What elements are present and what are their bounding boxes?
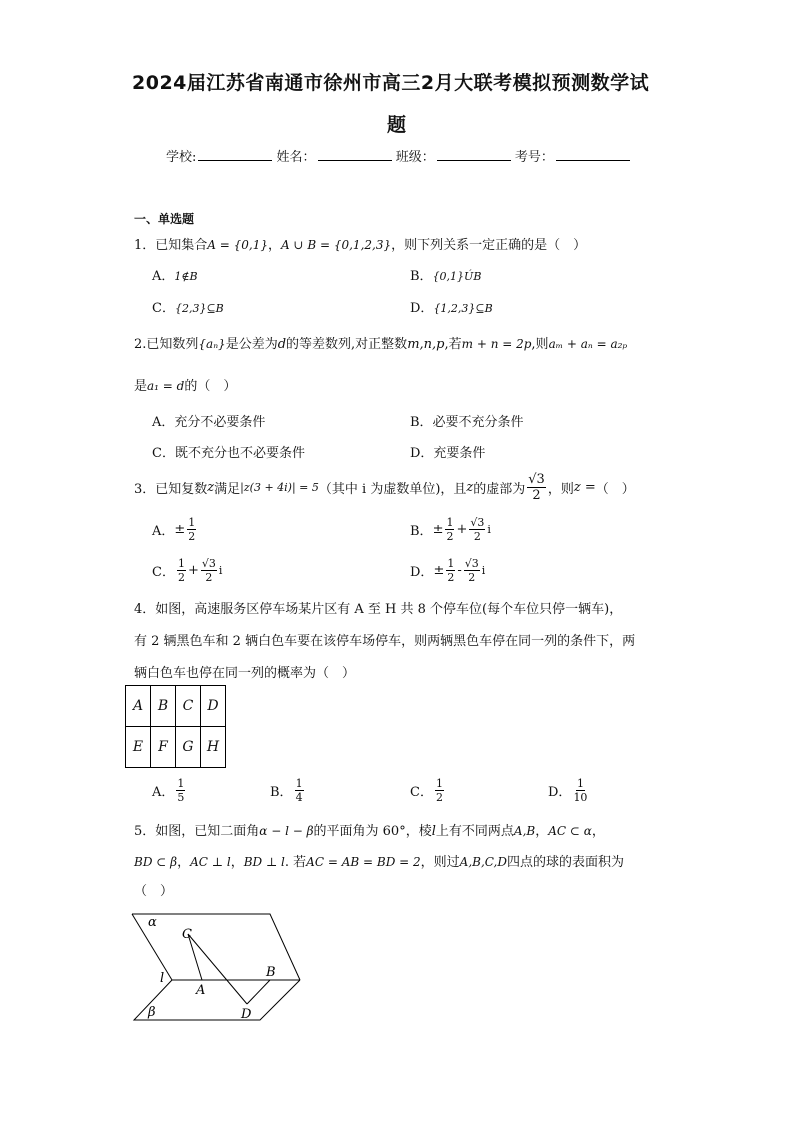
grid-row	[126, 686, 226, 727]
q3-text: （ ）	[595, 481, 635, 497]
frac-den: 2	[188, 529, 196, 543]
q5-text: 四点的球的表面积为	[506, 855, 624, 870]
grid-cell: C	[176, 686, 201, 727]
pm: ±	[433, 562, 445, 578]
q2-option-a[interactable]: A．充分不必要条件	[152, 415, 266, 430]
q2-option-b[interactable]: B．必要不充分条件	[410, 415, 524, 430]
imag-unit: i	[481, 563, 486, 577]
q2-concl: aₘ + aₙ = a₂ₚ	[548, 337, 628, 351]
frac-den: 4	[295, 790, 303, 804]
class-blank	[437, 148, 511, 161]
frac-den: 2	[446, 529, 454, 543]
frac-num: 1	[447, 556, 455, 570]
q4-option-a[interactable]	[152, 772, 187, 808]
option-label: C．	[152, 564, 175, 580]
q2-text: 2.已知数列	[134, 337, 199, 352]
q1-set-a: A = {0,1}	[207, 238, 268, 252]
frac	[469, 517, 485, 542]
option-label: C．	[152, 301, 175, 316]
q5-ac-perp: AC ⊥ l	[190, 855, 231, 869]
frac-num: √3	[464, 556, 479, 570]
q3-cond: |z(3 + 4i)| = 5	[240, 480, 319, 494]
frac-den: 2	[468, 570, 476, 584]
q3-text: （其中 i 为虚数单位)，且	[318, 481, 467, 497]
q1-option-b[interactable]	[410, 265, 481, 284]
option-label: B．	[410, 269, 433, 284]
q3-text: 3．已知复数	[134, 481, 208, 497]
q1-option-c[interactable]	[152, 297, 224, 316]
frac	[446, 558, 455, 583]
q2-stem-line2	[134, 375, 236, 394]
segment-db	[247, 980, 270, 1004]
frac	[464, 558, 480, 583]
option-label: D．	[548, 784, 572, 800]
q3-z: z	[207, 479, 215, 495]
q5-pts: A,B,C,D	[459, 855, 507, 869]
frac-den: 2	[473, 529, 481, 543]
q5-dihedral: α − l − β	[259, 824, 314, 838]
q5-ab: A,B	[513, 824, 536, 838]
frac	[445, 517, 454, 542]
q3-option-d[interactable]	[410, 552, 485, 588]
page-title-continued: 题	[387, 114, 407, 136]
q3-option-c[interactable]	[152, 552, 222, 588]
frac-den: 5	[177, 790, 185, 804]
fig-label-beta: β	[148, 1005, 156, 1020]
option-math: {2,3}⊆B	[174, 302, 224, 315]
q5-stem-line3: （ ）	[134, 884, 174, 899]
q5-text: ，	[591, 824, 605, 839]
q5-bd-perp: BD ⊥ l	[243, 855, 285, 869]
frac	[435, 778, 444, 803]
q2-seq: {aₙ}	[198, 337, 226, 351]
option-label: D．	[410, 301, 434, 316]
number-blank	[556, 148, 630, 161]
dihedral-figure	[120, 900, 320, 1030]
q3-z: z	[466, 479, 474, 495]
q3-option-a[interactable]	[152, 512, 198, 546]
frac-num: 1	[435, 776, 443, 790]
frac-num: 1	[446, 515, 454, 529]
fig-label-a: A	[196, 983, 206, 998]
grid-row	[126, 727, 226, 768]
pm: ±	[174, 521, 186, 537]
page-title: 2024届江苏省南通市徐州市高三2月大联考模拟预测数学试	[132, 72, 650, 94]
frac-den: 2	[447, 570, 455, 584]
q2-option-c[interactable]: C．既不充分也不必要条件	[152, 446, 305, 461]
grid-cell: E	[126, 727, 151, 768]
fig-label-l: l	[160, 971, 165, 986]
frac	[187, 517, 196, 542]
frac-den: 10	[573, 790, 588, 804]
option-label: B．	[410, 523, 433, 539]
option-label: A．	[152, 269, 175, 284]
q4-stem-line2: 有 2 辆黑色车和 2 辆白色车要在该停车场停车，则两辆黑色车停在同一列的条件下，两	[134, 634, 636, 649]
q3-ask: z =	[573, 479, 596, 495]
frac-den: 2	[435, 790, 443, 804]
q5-text: ，	[177, 855, 191, 870]
q5-text: 的平面角为 60°，棱	[313, 824, 432, 839]
plane-beta-edge	[134, 980, 300, 1020]
student-info-row	[166, 146, 630, 165]
q1-union: A ∪ B = {0,1,2,3}	[281, 238, 392, 252]
grid-cell: G	[176, 727, 201, 768]
option-label: A．	[152, 784, 175, 800]
q5-text: 5．如图，已知二面角	[134, 824, 260, 839]
q3-imag-frac	[527, 473, 546, 502]
pm: ±	[432, 521, 444, 537]
school-label: 学校:	[166, 150, 197, 165]
option-math: 1∉B	[174, 270, 198, 283]
q4-option-b[interactable]	[270, 772, 306, 808]
minus: -	[457, 562, 462, 578]
q2-stem	[134, 333, 627, 352]
frac-num: 1	[177, 556, 185, 570]
q3-text: 满足	[214, 481, 241, 497]
q1-option-d[interactable]	[410, 297, 493, 316]
option-label: D．	[410, 564, 434, 580]
grid-cell: F	[151, 727, 176, 768]
frac-num: √3	[201, 556, 216, 570]
q5-eq: AC = AB = BD = 2	[306, 855, 421, 869]
q2-text: ,若	[444, 337, 462, 352]
q3-stem	[134, 470, 635, 504]
fig-label-alpha: α	[148, 915, 157, 930]
q1-text-end: ，则下列关系一定正确的是（ ）	[391, 238, 587, 253]
name-label: 姓名：	[276, 150, 316, 165]
frac-num: √3	[528, 471, 545, 487]
q2-a1: a₁ = d	[147, 379, 185, 393]
q4-stem-line1: 4．如图，高速服务区停车场某片区有 A 至 H 共 8 个停车位(每个车位只停一辆车)，	[134, 602, 623, 617]
plus: +	[187, 562, 199, 578]
frac	[176, 778, 185, 803]
q2-cond: m + n = 2p	[461, 337, 532, 351]
section-heading: 一、单选题	[134, 212, 195, 226]
frac-num: 1	[177, 776, 185, 790]
grid-cell: A	[126, 686, 151, 727]
q2-text: 的（ ）	[184, 379, 237, 394]
q4-option-d[interactable]	[548, 772, 589, 808]
frac	[295, 778, 304, 803]
q4-stem-line3: 辆白色车也停在同一列的概率为（ ）	[134, 666, 356, 681]
option-label: B．	[270, 784, 293, 800]
frac	[177, 558, 186, 583]
q2-text: ,则	[531, 337, 549, 352]
parking-grid	[125, 685, 226, 768]
q2-mnp: m,n,p	[407, 337, 445, 352]
number-label: 考号：	[514, 150, 554, 165]
frac-den: 2	[532, 487, 541, 503]
q1-option-a[interactable]	[152, 265, 198, 284]
option-label: A．	[152, 523, 175, 539]
fig-label-c: C	[182, 927, 192, 942]
plus: +	[456, 521, 468, 537]
q5-text: 上有不同两点	[435, 824, 514, 839]
q2-text: 的等差数列,对正整数	[286, 337, 408, 352]
frac	[201, 558, 217, 583]
frac-den: 2	[205, 570, 213, 584]
frac-num: √3	[470, 515, 485, 529]
fig-label-d: D	[241, 1007, 252, 1022]
grid-cell: B	[151, 686, 176, 727]
frac	[573, 778, 587, 803]
q5-text: ，	[535, 824, 549, 839]
q2-d: d	[277, 337, 287, 352]
frac-num: 1	[295, 776, 303, 790]
q5-l: l	[431, 824, 436, 839]
fig-label-b: B	[266, 965, 276, 980]
frac-num: 1	[188, 515, 196, 529]
name-blank	[318, 148, 392, 161]
imag-unit: i	[487, 522, 491, 536]
school-blank	[198, 148, 272, 161]
q5-text: . 若	[284, 855, 307, 870]
q2-text: 是公差为	[225, 337, 278, 352]
q5-text: ，	[230, 855, 244, 870]
q1-stem	[134, 234, 586, 253]
grid-cell: D	[201, 686, 226, 727]
q4-option-c[interactable]	[410, 772, 446, 808]
frac-num: 1	[576, 776, 584, 790]
q3-text: 的虚部为	[473, 481, 526, 497]
q5-text: ，则过	[420, 855, 460, 870]
option-label: C．	[410, 784, 433, 800]
q5-stem-line1	[134, 820, 605, 839]
grid-cell: H	[201, 727, 226, 768]
q5-ac-sub: AC ⊂ α	[548, 824, 592, 838]
q1-text: 1．已知集合	[134, 238, 208, 253]
q2-text: 是	[134, 379, 148, 394]
option-math: {0,1}ÚB	[432, 270, 482, 283]
q5-stem-line2	[134, 851, 624, 870]
q5-bd-sub: BD ⊂ β	[134, 855, 178, 869]
frac-den: 2	[177, 570, 185, 584]
class-label: 班级：	[395, 150, 435, 165]
option-math: {1,2,3}⊆B	[433, 302, 493, 315]
q3-option-b[interactable]	[410, 512, 491, 546]
q1-sep: ，	[267, 238, 281, 253]
q2-option-d[interactable]: D．充要条件	[410, 446, 486, 461]
q3-text: ，则	[547, 481, 574, 497]
imag-unit: i	[218, 563, 223, 577]
